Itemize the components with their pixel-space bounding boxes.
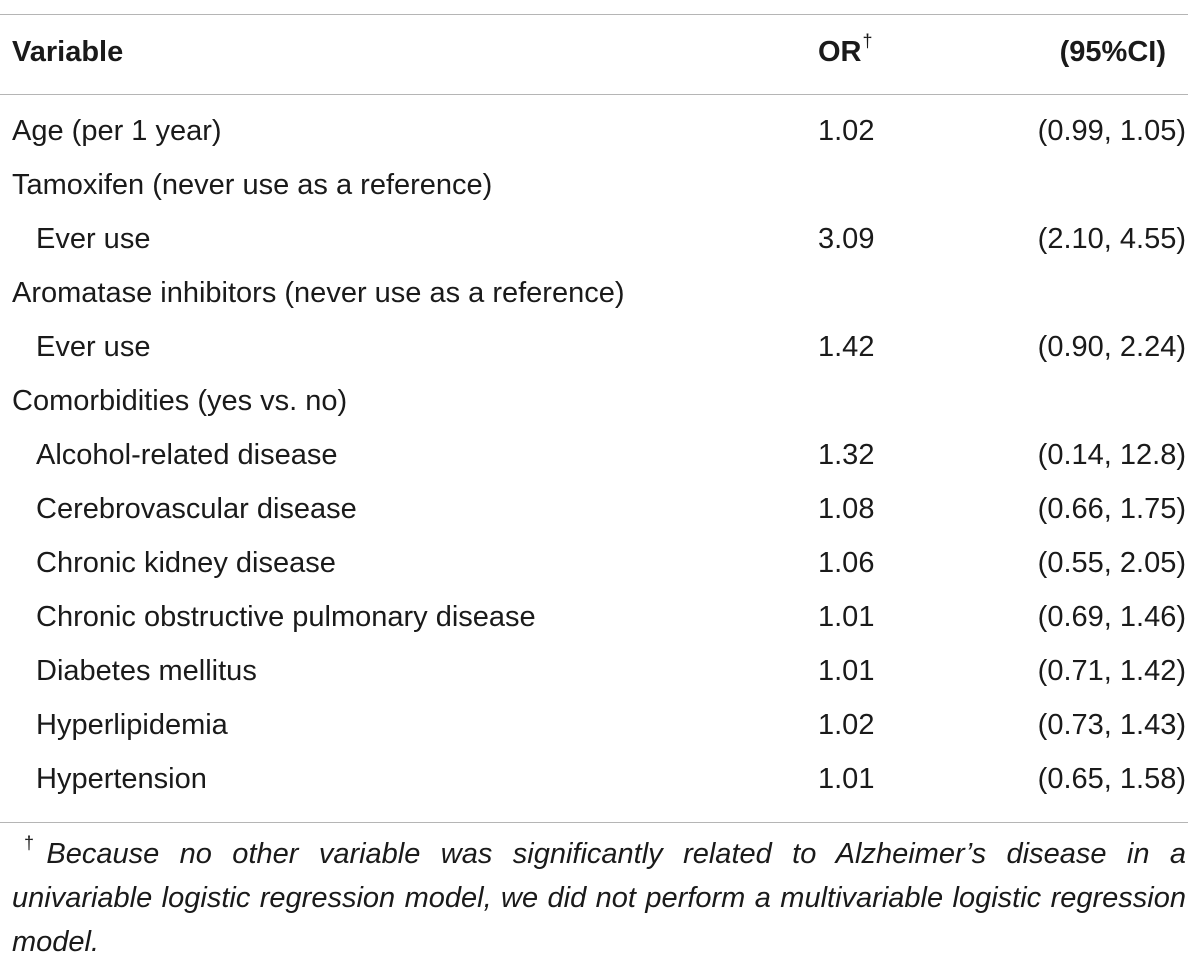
row-ci: (0.14, 12.8)	[1037, 439, 1186, 471]
row-ci: (0.69, 1.46)	[1037, 601, 1186, 633]
header-or-dagger: †	[862, 31, 873, 51]
table-row	[0, 320, 1188, 374]
footnote-text: Because no other variable was significantly related to Alzheimer’s disease in a univariable logistic regression model, we did not perform a multivariable logistic regression model.	[12, 838, 1186, 958]
table-row	[0, 590, 1188, 644]
row-variable: Chronic obstructive pulmonary disease	[36, 601, 536, 633]
row-ci: (0.73, 1.43)	[1037, 709, 1186, 741]
table-row	[0, 266, 1188, 320]
row-variable: Alcohol-related disease	[36, 439, 338, 471]
table-row	[0, 752, 1188, 806]
row-variable: Chronic kidney disease	[36, 547, 336, 579]
table-footnote	[12, 832, 1186, 964]
row-variable: Tamoxifen (never use as a reference)	[12, 169, 493, 201]
row-variable: Hypertension	[36, 763, 207, 795]
row-ci: (0.90, 2.24)	[1037, 331, 1186, 363]
header-ci: (95%CI)	[1059, 36, 1166, 68]
row-variable: Comorbidities (yes vs. no)	[12, 385, 348, 417]
row-ci: (0.71, 1.42)	[1037, 655, 1186, 687]
row-ci: (0.99, 1.05)	[1037, 115, 1186, 147]
table-row	[0, 428, 1188, 482]
table-row	[0, 482, 1188, 536]
table-row	[0, 536, 1188, 590]
table-row	[0, 104, 1188, 158]
row-or: 1.01	[818, 655, 875, 687]
row-or: 1.06	[818, 547, 875, 579]
row-ci: (2.10, 4.55)	[1037, 223, 1186, 255]
table-top-rule	[0, 14, 1188, 15]
table-header-row	[0, 25, 1188, 79]
table-bottom-rule	[0, 822, 1188, 823]
row-or: 3.09	[818, 223, 875, 255]
row-or: 1.01	[818, 763, 875, 795]
row-variable: Diabetes mellitus	[36, 655, 257, 687]
row-variable: Ever use	[36, 331, 151, 363]
row-or: 1.32	[818, 439, 875, 471]
header-bottom-rule	[0, 94, 1188, 95]
row-or: 1.01	[818, 601, 875, 633]
table-row	[0, 158, 1188, 212]
row-ci: (0.55, 2.05)	[1037, 547, 1186, 579]
footnote-dagger: †	[24, 833, 47, 853]
row-or: 1.02	[818, 115, 875, 147]
row-or: 1.42	[818, 331, 875, 363]
row-variable: Ever use	[36, 223, 151, 255]
table-row	[0, 644, 1188, 698]
row-ci: (0.65, 1.58)	[1037, 763, 1186, 795]
row-variable: Aromatase inhibitors (never use as a reference)	[12, 277, 625, 309]
header-or-label: OR	[818, 36, 862, 68]
table-row	[0, 698, 1188, 752]
table-row	[0, 374, 1188, 428]
row-or: 1.08	[818, 493, 875, 525]
row-variable: Hyperlipidemia	[36, 709, 228, 741]
row-ci: (0.66, 1.75)	[1037, 493, 1186, 525]
row-or: 1.02	[818, 709, 875, 741]
row-variable: Cerebrovascular disease	[36, 493, 357, 525]
header-variable: Variable	[12, 36, 124, 68]
row-variable: Age (per 1 year)	[12, 115, 222, 147]
header-or	[818, 25, 873, 79]
table-row	[0, 212, 1188, 266]
